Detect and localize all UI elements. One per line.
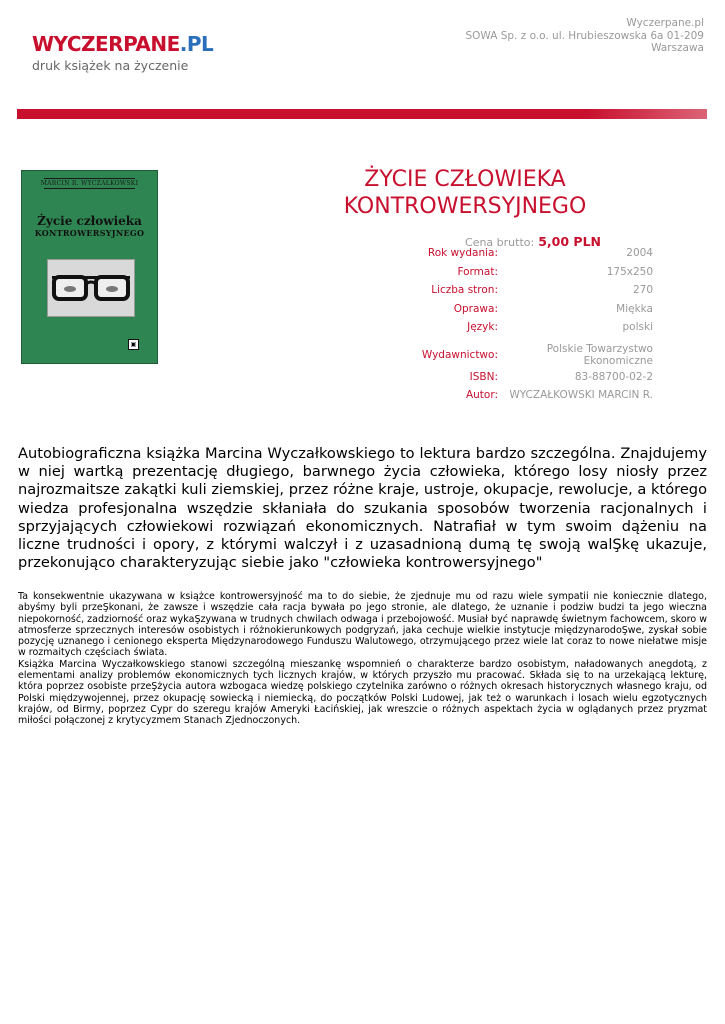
- price-value: 5,00 PLN: [538, 234, 601, 249]
- cover-title-line1: Życie człowieka: [37, 214, 142, 228]
- book-title: [240, 166, 690, 220]
- detail-row-year: [350, 247, 653, 266]
- company-name: Wyczerpane.pl: [626, 17, 704, 29]
- detail-value: polski: [622, 321, 653, 333]
- book-long-description: [18, 591, 707, 727]
- detail-row-publisher: [350, 340, 653, 371]
- price-label: Cena brutto:: [465, 236, 535, 249]
- detail-value: 270: [632, 284, 653, 296]
- detail-label: Format:: [457, 265, 498, 278]
- site-logo[interactable]: [32, 32, 213, 73]
- book-description: Autobiograficzna książka Marcina Wyczałkowskiego to lektura bardzo szczególna. Znajdujemy w niej wartką prezentację długiego, barwnego życia człowieka, którego losy niosły przez najrozmaitsze zakątki kuli ziemskiej, przez różne kraje, ustroje, okupacje, rewolucje, a którego wiedza profesjonalna wszędzie skłaniała do szukania sposobów tworzenia racjonalnych i sprzyjających człowiekowi rozwiązań ekonomicznych. Natrafiał w tym swoim dążeniu na liczne trudności i opory, z którymi walczył i z uzasadnioną dumą tę swoją walŞkę ukazuje, przekonująco charakteryzując siebie jako "człowieka kontrowersyjnego": [18, 445, 707, 572]
- logo-part-blue: .PL: [179, 32, 214, 56]
- cover-title: [22, 215, 157, 238]
- detail-label: Wydawnictwo:: [421, 349, 498, 361]
- company-address: SOWA Sp. z o.o. ul. Hrubieszowska 6a 01-209: [465, 29, 704, 42]
- detail-label: Oprawa:: [453, 302, 498, 315]
- detail-value: Miękka: [616, 302, 653, 315]
- detail-value: 175x250: [606, 265, 653, 278]
- detail-value: 83-88700-02-2: [574, 370, 653, 383]
- publisher-logo-icon: ▣: [128, 339, 139, 350]
- detail-label: Liczba stron:: [431, 284, 498, 296]
- company-city: Warszawa: [651, 42, 704, 54]
- detail-value: WYCZAŁKOWSKI MARCIN R.: [509, 389, 653, 401]
- detail-row-isbn: [350, 371, 653, 390]
- book-title-line2: KONTROWERSYJNEGO: [343, 194, 587, 219]
- detail-value: 2004: [626, 247, 653, 259]
- book-details-table: [350, 247, 653, 408]
- cover-title-line2: KONTROWERSYJNEGO: [34, 228, 145, 238]
- detail-row-format: [350, 266, 653, 285]
- glasses-icon: [52, 274, 130, 302]
- cover-photo-glasses: [47, 259, 135, 317]
- detail-row-pages: [350, 284, 653, 303]
- logo-tagline: druk książek na życzenie: [32, 58, 189, 73]
- book-cover-image: [21, 170, 158, 364]
- detail-row-language: [350, 321, 653, 340]
- book-title-line1: ŻYCIE CZŁOWIEKA: [364, 167, 566, 192]
- description-paragraph: Książka Marcina Wyczałkowskiego stanowi szczególną mieszankę wspomnień o charakterze bardzo osobistym, naładowanych anegdotą, z elementami analizy problemów ekonomicznych tych licznych krajów, w których przyszło mu pracować. Składa się to na urzekającą lekturę, która poprzez osobiste przeŞżycia autora wzbogaca wiedzę polskiego czytelnika zarówno o różnych okresach historycznych własnego kraju, od Polski międzywojennej, przez okupację sowiecką i niemiecką, do początków Polski Ludowej, jak też o warunkach i losach wielu egzotycznych krajów, od Birmy, poprzez Cypr do szeregu krajów Ameryki Łacińskiej, jak wreszcie o różnych aspektach życia w oglądanych przez pryzmat miłości połączonej z krytycyzmem Stanach Zjednoczonych.: [18, 658, 707, 727]
- detail-label: ISBN:: [469, 370, 498, 383]
- cover-author: MARCIN R. WYCZAŁKOWSKI: [22, 180, 157, 187]
- description-paragraph: Ta konsekwentnie ukazywana w książce kontrowersyjność ma to do siebie, że zjednuje mu od razu wiele sympatii nie koniecznie dlatego, abyśmy byli przeŞkonani, że zawsze i wszędzie cała racja bywała po jego stronie, ale dlatego, że uznanie i podziw budzi ta jego wieczna niepokorność, zadziorność oraz wykaŞzywana w trudnych chwilach odwaga i przebojowość. Musiał być naprawdę świetnym fachowcem, skoro w atmosferze sprzecznych interesów osobistych i różnokierunkowych podgryzań, jaka cechuje wielkie instytucje międzynarodoŞwe, zyskał sobie pozycję uznanego i cenionego eksperta Międzynarodowego Funduszu Walutowego, otrzymującego przez wiele lat coraz to nowe niełatwe misje w rozmaitych częściach świata.: [18, 591, 707, 659]
- detail-row-binding: [350, 303, 653, 322]
- detail-label: Język:: [467, 321, 498, 333]
- company-info: [465, 17, 704, 55]
- logo-part-red: WYCZERPANE: [32, 32, 180, 56]
- detail-row-author: [350, 389, 653, 408]
- header-divider-bar: [17, 109, 707, 119]
- detail-label: Autor:: [465, 389, 498, 401]
- detail-label: Rok wydania:: [427, 247, 498, 259]
- logo-wordmark: [32, 32, 213, 56]
- detail-value: Polskie Towarzystwo Ekonomiczne: [546, 342, 653, 367]
